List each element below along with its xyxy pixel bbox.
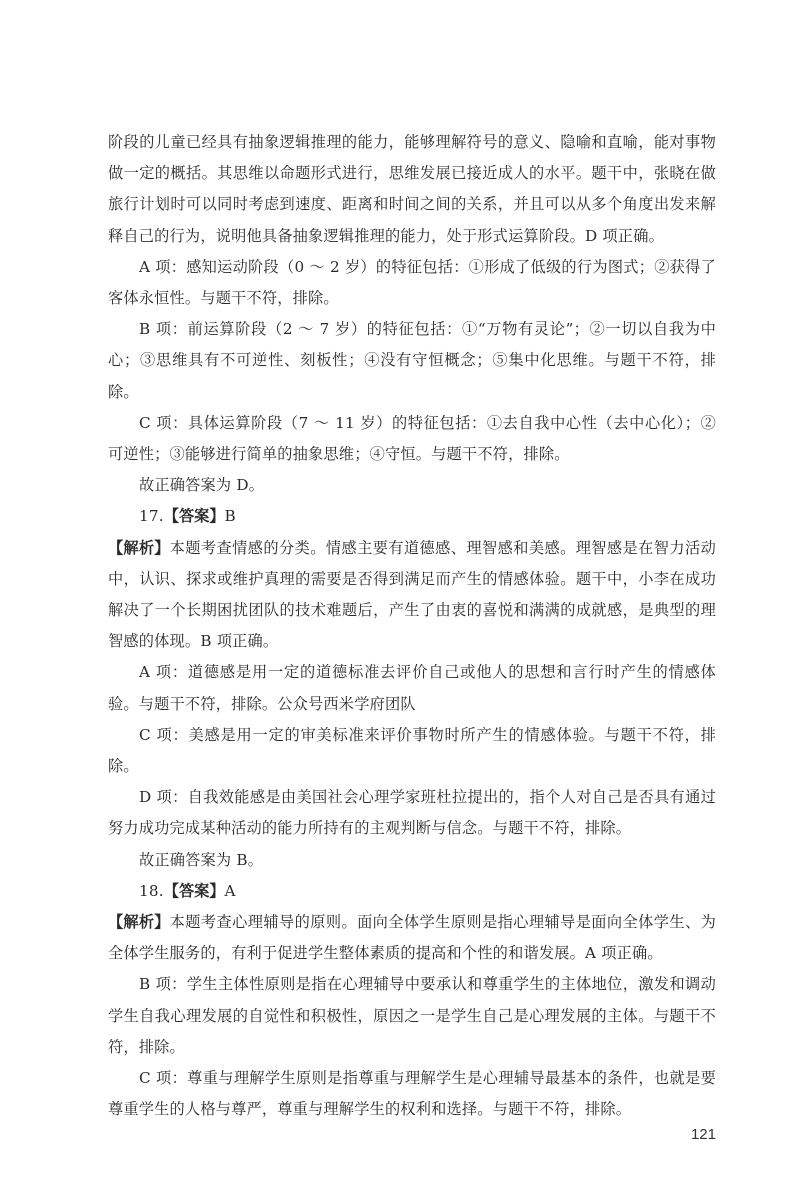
q17-final-answer: 故正确答案为 B。: [139, 850, 264, 869]
paragraph-formal-operational: 阶段的儿童已经具有抽象逻辑推理的能力，能够理解符号的意义、隐喻和直喻，能对事物做一定的概括。其思维以命题形式进行，思维发展已接近成人的水平。题干中，张晓在做旅行计划时可以同时考虑到速度、距离和时间之间的关系，并且可以从多个角度出发来解释自己的行为，说明他具备抽象逻辑推理的能力，处于形式运算阶段。D 项正确。: [108, 133, 716, 245]
q17-answer-tag: 【答案】: [163, 507, 225, 526]
paragraph-option-b-preoperational: B 项：前运算阶段（2 ～ 7 岁）的特征包括：①“万物有灵论”；②一切以自我为中心；③思维具有不可逆性、刻板性；④没有守恒概念；⑤集中化思维。与题干不符，排除。: [108, 320, 716, 401]
paragraph-option-a-sensorimotor: A 项：感知运动阶段（0 ～ 2 岁）的特征包括：①形成了低级的行为图式；②获得了客体永恒性。与题干不符，排除。: [108, 257, 716, 308]
q18-analysis-text: 本题考查心理辅导的原则。面向全体学生原则是指心理辅导是面向全体学生、为全体学生服务的，有利于促进学生整体素质的提高和个性的和谐发展。A 项正确。: [108, 913, 717, 963]
q18-answer-value: A: [224, 881, 236, 900]
q17-option-c: C 项：美感是用一定的审美标准来评价事物时所产生的情感体验。与题干不符，排除。: [108, 725, 716, 776]
q18-answer-tag: 【答案】: [163, 881, 225, 900]
q18-analysis-tag: 【解析】: [108, 913, 170, 932]
q18-answer: [108, 876, 716, 907]
q17-answer-value: B: [224, 507, 236, 526]
page-content: [108, 127, 716, 1126]
q17-answer: [108, 501, 716, 532]
q17-option-d: D 项：自我效能感是由美国社会心理学家班杜拉提出的，指个人对自己是否具有通过努力成功完成某种活动的能力所持有的主观判断与信念。与题干不符，排除。: [108, 788, 716, 838]
q17-analysis: [108, 533, 716, 658]
q18-number: 18.: [139, 881, 164, 900]
q18-analysis: [108, 907, 716, 969]
paragraph-option-c-concrete: C 项：具体运算阶段（7 ～ 11 岁）的特征包括：①去自我中心性（去中心化）；②可逆性；③能够进行简单的抽象思维；④守恒。与题干不符，排除。: [108, 413, 716, 464]
q17-analysis-text: 本题考查情感的分类。情感主要有道德感、理智感和美感。理智感是在智力活动中，认识、探求或维护真理的需要是否得到满足而产生的情感体验。题干中，小李在成功解决了一个长期困扰团队的技术难题后，产生了由衷的喜悦和满满的成就感，是典型的理智感的体现。B 项正确。: [108, 538, 717, 651]
q18-option-b: B 项：学生主体性原则是指在心理辅导中要承认和尊重学生的主体地位，激发和调动学生自我心理发展的自觉性和积极性，原因之一是学生自己是心理发展的主体。与题干不符，排除。: [108, 975, 716, 1056]
paragraph-answer-d: 故正确答案为 D。: [139, 476, 265, 495]
q17-number: 17.: [139, 507, 164, 526]
q17-option-a: A 项：道德感是用一定的道德标准去评价自己或他人的思想和言行时产生的情感体验。与题干不符，排除。公众号西米学府团队: [108, 663, 716, 713]
q18-option-c: C 项：尊重与理解学生原则是指尊重与理解学生是心理辅导最基本的条件，也就是要尊重学生的人格与尊严，尊重与理解学生的权利和选择。与题干不符，排除。: [108, 1069, 716, 1119]
q17-analysis-tag: 【解析】: [108, 538, 170, 557]
page-number: 121: [690, 1126, 716, 1143]
